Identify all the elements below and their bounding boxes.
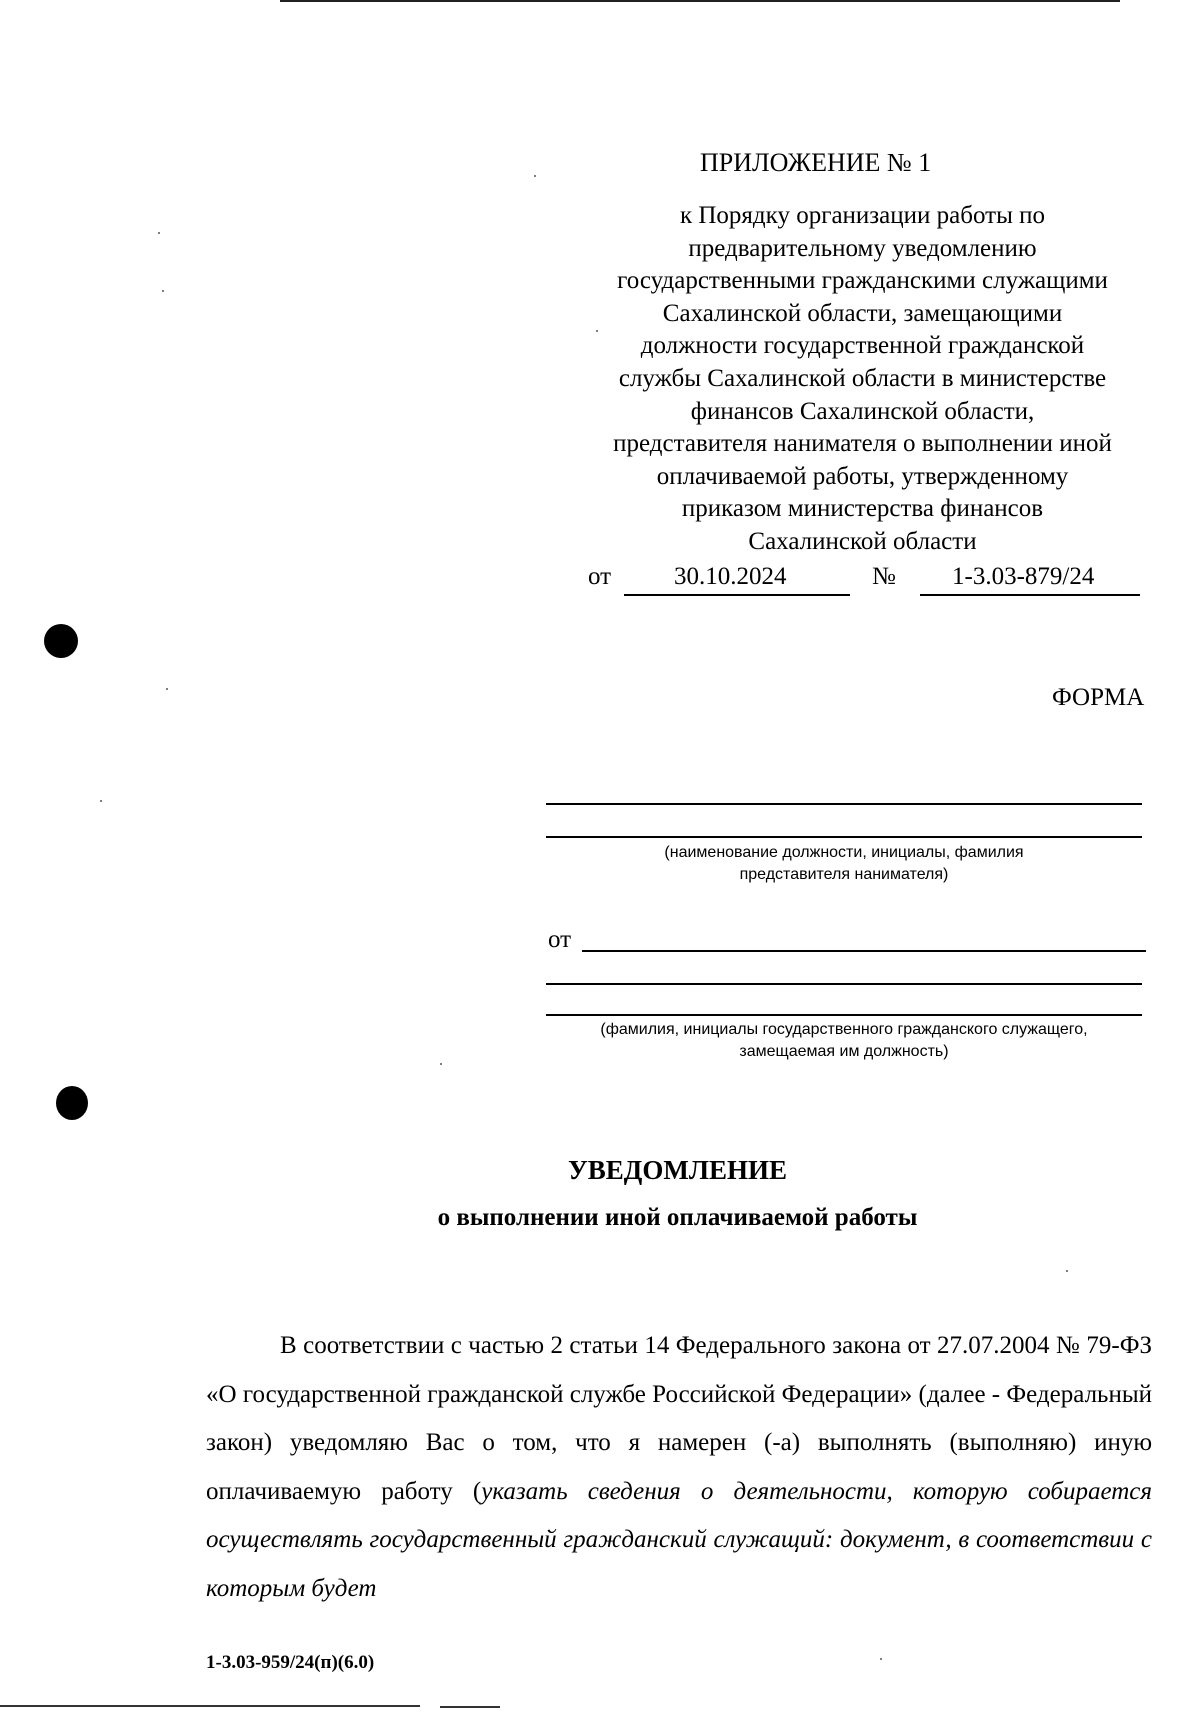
scan-edge-line xyxy=(440,1706,500,1708)
sender-line-3 xyxy=(546,1014,1142,1016)
scan-edge-line xyxy=(0,1705,420,1707)
appendix-line: предварительному уведомлению xyxy=(688,234,1037,262)
scan-speck xyxy=(158,232,160,234)
appendix-line: приказом министерства финансов xyxy=(681,495,1044,523)
form-label: ФОРМА xyxy=(1052,684,1145,711)
caption-line: (фамилия, инициалы государственного гражданского служащего, xyxy=(600,1021,1088,1038)
body-italic-text: указать сведения о деятельности, которую собирается осуществлять государственный гражданский служащий: документ, в соответствии с которым будет xyxy=(206,1477,1152,1602)
appendix-line: оплачиваемой работы, утвержденному xyxy=(656,462,1069,490)
addressee-caption xyxy=(546,842,1142,886)
date-prefix: от xyxy=(588,563,612,590)
number-underline xyxy=(920,594,1140,596)
appendix-line: Сахалинской области, замещающими xyxy=(662,299,1063,327)
caption-line: замещаемая им должность) xyxy=(739,1043,949,1060)
order-date: 30.10.2024 xyxy=(674,563,787,590)
scan-speck xyxy=(880,1658,882,1660)
scan-speck xyxy=(162,290,164,292)
addressee-line-1 xyxy=(546,803,1142,805)
appendix-description xyxy=(560,200,1165,559)
scan-speck xyxy=(1066,1270,1068,1272)
sender-line-2 xyxy=(546,983,1142,985)
punch-hole-mark xyxy=(56,1086,88,1120)
caption-line: (наименование должности, инициалы, фамилия xyxy=(664,844,1024,861)
document-code: 1-3.03-959/24(п)(6.0) xyxy=(206,1652,375,1673)
scan-edge-line xyxy=(280,0,1120,2)
sender-prefix: от xyxy=(548,926,572,953)
notice-body xyxy=(206,1322,1152,1613)
scan-speck xyxy=(440,1063,442,1065)
appendix-line: службы Сахалинской области в министерстве xyxy=(618,364,1107,392)
appendix-line: Сахалинской области xyxy=(748,527,977,555)
addressee-line-2 xyxy=(546,836,1142,838)
notice-subtitle: о выполнении иной оплачиваемой работы xyxy=(437,1204,918,1231)
number-sign: № xyxy=(872,563,896,590)
body-plain-text: В соответствии с частью 2 статьи 14 Федерального закона от 27.07.2004 № 79-ФЗ «О государственной гражданской службе Российской Федерации» (далее - Федеральный закон) уведомляю Вас о том, что я намерен (-а) выполнять (выполняю) иную оплачиваемую работу ( xyxy=(206,1332,1152,1505)
appendix-title: ПРИЛОЖЕНИЕ № 1 xyxy=(700,148,932,177)
scan-speck xyxy=(596,330,598,332)
order-date-number xyxy=(588,563,1148,597)
appendix-line: должности государственной гражданской xyxy=(640,332,1085,360)
notice-title: УВЕДОМЛЕНИЕ xyxy=(567,1155,788,1185)
order-number: 1-3.03-879/24 xyxy=(952,563,1095,590)
appendix-line: государственными гражданскими служащими xyxy=(617,267,1108,295)
caption-line: представителя нанимателя) xyxy=(739,866,949,883)
date-underline xyxy=(624,594,850,596)
scan-speck xyxy=(100,800,102,802)
sender-caption xyxy=(546,1019,1142,1063)
appendix-line: к Порядку организации работы по xyxy=(679,202,1045,229)
sender-line-1 xyxy=(582,950,1146,952)
appendix-line: финансов Сахалинской области, xyxy=(690,397,1035,425)
appendix-line: представителя нанимателя о выполнении иной xyxy=(613,430,1112,458)
scan-speck xyxy=(166,688,168,690)
scan-speck xyxy=(534,175,536,177)
punch-hole-mark xyxy=(44,624,78,658)
